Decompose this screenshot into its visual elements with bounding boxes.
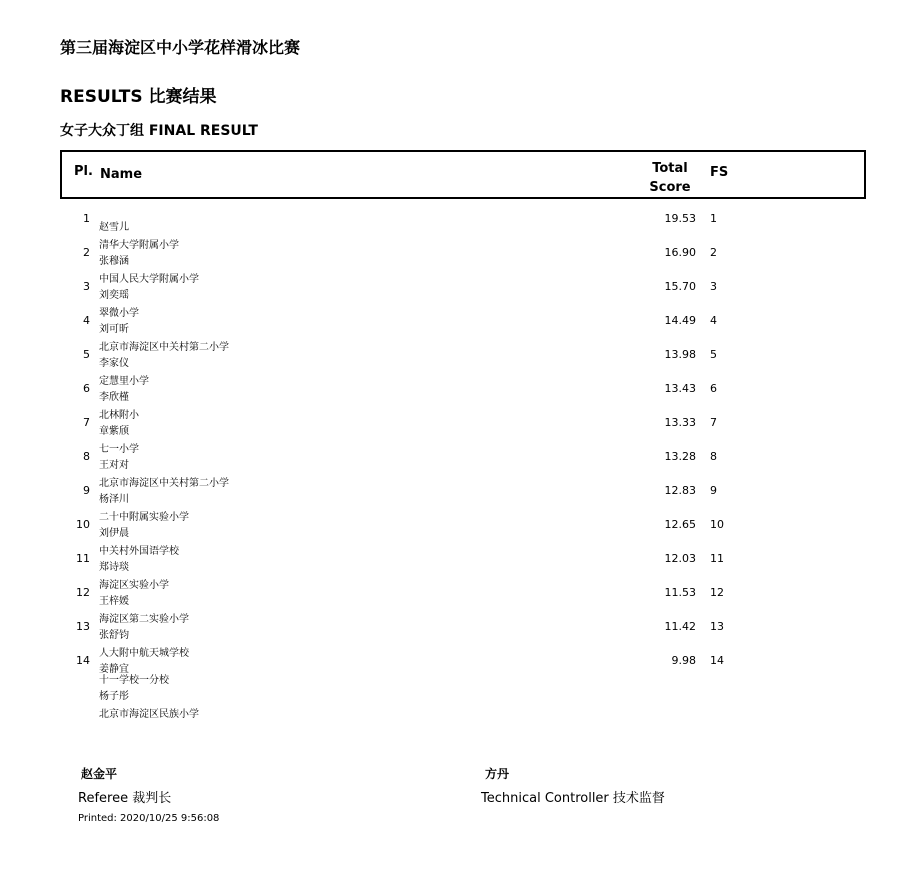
rank-cell: 14 <box>76 654 90 667</box>
total-score-cell: 11.53 <box>664 586 696 599</box>
name-cell: 王对对 <box>99 460 129 471</box>
total-score-cell: 13.98 <box>664 348 696 361</box>
name-cell: 刘可昕 <box>99 324 129 335</box>
name-cell: 李欣槿 <box>99 392 129 403</box>
total-score-cell: 11.42 <box>664 620 696 633</box>
club-cell: 七一小学 <box>99 444 139 455</box>
fs-cell: 5 <box>710 348 717 361</box>
rank-cell: 4 <box>83 314 90 327</box>
table-row <box>0 436 905 470</box>
event-title: 第三届海淀区中小学花样滑冰比赛 <box>60 38 301 57</box>
table-row <box>0 640 905 674</box>
fs-cell: 13 <box>710 620 724 633</box>
table-row <box>0 368 905 402</box>
total-score-cell: 13.43 <box>664 382 696 395</box>
total-score-cell: 12.83 <box>664 484 696 497</box>
header-place: Pl. <box>74 164 93 179</box>
club-cell: 海淀区实验小学 <box>99 580 169 591</box>
trailing-line: 杨子彤 <box>99 691 129 702</box>
rank-cell: 8 <box>83 450 90 463</box>
referee-role: Referee 裁判长 <box>78 791 172 806</box>
technical-controller-name: 方丹 <box>485 767 510 781</box>
rank-cell: 1 <box>83 212 90 225</box>
rank-cell: 10 <box>76 518 90 531</box>
fs-cell: 9 <box>710 484 717 497</box>
table-row <box>0 572 905 606</box>
total-score-cell: 16.90 <box>664 246 696 259</box>
club-cell: 北京市海淀区中关村第二小学 <box>99 478 229 489</box>
table-row <box>0 504 905 538</box>
name-cell: 章紫颀 <box>99 426 129 437</box>
trailing-line: 十一学校一分校 <box>99 675 169 686</box>
table-row <box>0 232 905 266</box>
trailing-line: 北京市海淀区民族小学 <box>99 709 199 720</box>
total-score-cell: 19.53 <box>664 212 696 225</box>
rank-cell: 7 <box>83 416 90 429</box>
total-score-cell: 13.28 <box>664 450 696 463</box>
club-cell: 翠微小学 <box>99 308 139 319</box>
club-cell: 二十中附属实验小学 <box>99 512 189 523</box>
fs-cell: 1 <box>710 212 717 225</box>
rank-cell: 13 <box>76 620 90 633</box>
club-cell: 中国人民大学附属小学 <box>99 274 199 285</box>
rank-cell: 6 <box>83 382 90 395</box>
header-total-score: Total Score <box>649 161 691 195</box>
printed-timestamp: Printed: 2020/10/25 9:56:08 <box>78 813 220 824</box>
name-cell: 张舒钧 <box>99 630 129 641</box>
fs-cell: 6 <box>710 382 717 395</box>
name-cell: 张穆涵 <box>99 256 129 267</box>
table-row <box>0 538 905 572</box>
fs-cell: 14 <box>710 654 724 667</box>
fs-cell: 11 <box>710 552 724 565</box>
table-row <box>0 470 905 504</box>
technical-controller-role: Technical Controller 技术监督 <box>481 791 665 806</box>
table-row <box>0 402 905 436</box>
fs-cell: 7 <box>710 416 717 429</box>
club-cell: 定慧里小学 <box>99 376 149 387</box>
total-score-cell: 14.49 <box>664 314 696 327</box>
total-score-cell: 12.03 <box>664 552 696 565</box>
name-cell: 姜静宜 <box>99 664 129 675</box>
table-row <box>0 606 905 640</box>
name-cell: 刘伊晨 <box>99 528 129 539</box>
header-name: Name <box>100 167 143 182</box>
club-cell: 人大附中航天城学校 <box>99 648 189 659</box>
club-cell: 海淀区第二实验小学 <box>99 614 189 625</box>
total-score-cell: 9.98 <box>671 654 696 667</box>
table-row <box>0 266 905 300</box>
rank-cell: 9 <box>83 484 90 497</box>
total-score-cell: 13.33 <box>664 416 696 429</box>
club-cell: 北林附小 <box>99 410 139 421</box>
name-cell: 郑诗琰 <box>99 562 129 573</box>
rank-cell: 3 <box>83 280 90 293</box>
fs-cell: 12 <box>710 586 724 599</box>
name-cell: 李家仪 <box>99 358 129 369</box>
fs-cell: 8 <box>710 450 717 463</box>
fs-cell: 2 <box>710 246 717 259</box>
rank-cell: 2 <box>83 246 90 259</box>
total-score-cell: 12.65 <box>664 518 696 531</box>
fs-cell: 3 <box>710 280 717 293</box>
table-row <box>0 300 905 334</box>
club-cell: 中关村外国语学校 <box>99 546 179 557</box>
rank-cell: 11 <box>76 552 90 565</box>
name-cell: 杨泽川 <box>99 494 129 505</box>
header-fs: FS <box>710 165 729 180</box>
results-title: RESULTS 比赛结果 <box>60 87 217 107</box>
name-cell: 赵雪儿 <box>99 222 129 233</box>
club-cell: 清华大学附属小学 <box>99 240 179 251</box>
table-row <box>0 334 905 368</box>
referee-name: 赵金平 <box>81 767 118 781</box>
fs-cell: 10 <box>710 518 724 531</box>
name-cell: 王梓媛 <box>99 596 129 607</box>
fs-cell: 4 <box>710 314 717 327</box>
rank-cell: 5 <box>83 348 90 361</box>
club-cell: 北京市海淀区中关村第二小学 <box>99 342 229 353</box>
results-table-header <box>60 150 866 199</box>
category-title: 女子大众丁组 FINAL RESULT <box>60 123 258 139</box>
total-score-cell: 15.70 <box>664 280 696 293</box>
rank-cell: 12 <box>76 586 90 599</box>
name-cell: 刘奕瑶 <box>99 290 129 301</box>
table-row <box>0 198 905 232</box>
